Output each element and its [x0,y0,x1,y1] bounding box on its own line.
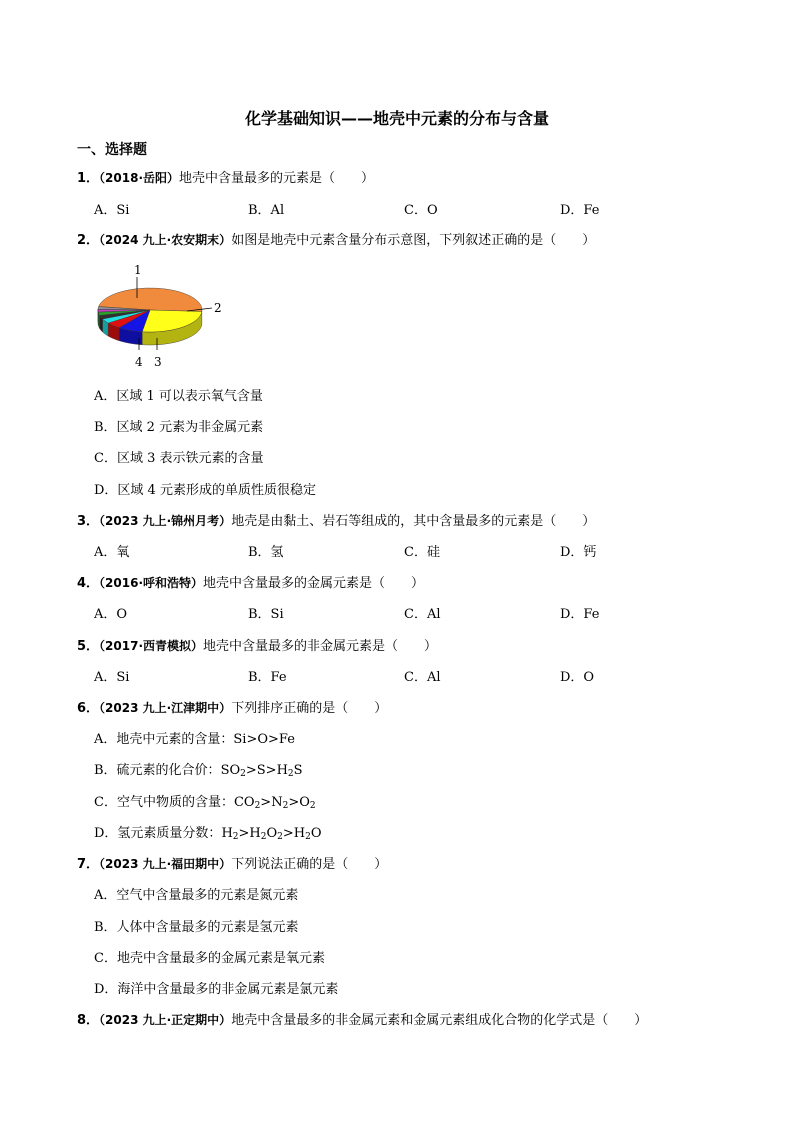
option-d[interactable]: D．Fe [560,607,600,622]
subscript: 2 [277,832,283,842]
option-a[interactable]: A．O [94,607,128,622]
option-text: A．地壳中元素的含量： [94,732,234,747]
question-1 [77,167,374,186]
question-stem: 地壳中含量最多的非金属元素和金属元素组成化合物的化学式是（ ） [231,1013,648,1028]
option-text: B．硫元素的化合价： [94,763,221,778]
formula-part: S [293,763,303,778]
question-stem: 下列说法正确的是（ ） [231,857,388,872]
question-source: （2023 九上·福田期中） [99,857,232,871]
option-a[interactable] [94,728,295,747]
option-text: C．空气中物质的含量： [94,795,234,810]
question-stem: 地壳中含量最多的非金属元素是（ ） [203,639,438,654]
question-4 [77,572,424,591]
formula-part: O [266,826,278,841]
option-c[interactable]: C．Al [404,607,441,622]
option-b[interactable]: B．区域 2 元素为非金属元素 [94,420,264,435]
question-source: （2018·岳阳） [99,171,180,185]
question-stem: 下列排序正确的是（ ） [231,701,388,716]
option-d[interactable]: D．区域 4 元素形成的单质性质很稳定 [94,483,316,498]
label-region-1: 1 [134,263,142,277]
subscript: 2 [260,832,267,842]
subscript: 2 [282,801,289,811]
option-c[interactable]: C．地壳中含量最多的金属元素是氧元素 [94,951,325,966]
question-number: 5． [77,639,100,654]
question-source: （2017·西青模拟） [99,639,204,653]
option-c[interactable]: C．Al [404,670,441,685]
question-number: 3． [77,514,100,529]
option-a[interactable]: A．空气中含量最多的元素是氮元素 [94,888,299,903]
option-d[interactable]: D．钙 [560,545,597,560]
option-d[interactable]: D．海洋中含量最多的非金属元素是氯元素 [94,982,339,997]
question-stem: 地壳中含量最多的元素是（ ） [179,171,375,186]
option-c[interactable]: C．O [404,203,438,218]
option-d[interactable]: D．Fe [560,203,600,218]
formula-part: >O [288,795,310,810]
pie-slices [98,288,202,345]
question-2 [77,229,595,248]
option-a[interactable]: A．区域 1 可以表示氧气含量 [94,389,263,404]
formula-part: H [221,826,233,841]
question-number: 4． [77,576,100,591]
subscript: 2 [305,832,311,842]
subscript: 2 [254,801,261,811]
label-region-4: 4 [135,355,143,369]
option-a[interactable]: A．Si [94,670,130,685]
option-b[interactable]: B．人体中含量最多的元素是氢元素 [94,920,299,935]
option-b[interactable] [94,759,303,779]
label-region-2: 2 [214,301,222,315]
question-6 [77,697,387,716]
formula-part: SO [220,763,241,778]
question-number: 7． [77,857,100,872]
element-pie-chart [92,258,232,373]
question-source: （2023 九上·正定期中） [99,1013,232,1027]
option-a[interactable]: A．氧 [94,545,130,560]
option-b[interactable]: B．Si [248,607,284,622]
formula-part: >H [282,826,306,841]
option-b[interactable]: B．Fe [248,670,287,685]
question-source: （2023 九上·锦州月考） [99,514,232,528]
question-stem: 如图是地壳中元素含量分布示意图，下列叙述正确的是（ ） [231,233,596,248]
subscript: 2 [240,769,246,779]
option-c[interactable] [94,791,316,811]
question-source: （2023 九上·江津期中） [99,701,232,715]
formula-part: O [310,826,322,841]
option-b[interactable]: B．Al [248,203,285,218]
formula-part: CO [233,795,255,810]
option-text: D．氢元素质量分数： [94,826,222,841]
question-5 [77,635,437,654]
section-heading: 一、选择题 [77,142,147,158]
option-d[interactable] [94,822,322,842]
question-number: 2． [77,233,100,248]
option-a[interactable]: A．Si [94,203,130,218]
question-stem: 地壳是由黏土、岩石等组成的，其中含量最多的元素是（ ） [231,514,596,529]
question-8 [77,1009,647,1028]
formula-part: >N [260,795,283,810]
option-c[interactable]: C．硅 [404,545,440,560]
subscript: 2 [309,801,316,811]
page-title: 化学基础知识——地壳中元素的分布与含量 [244,109,549,128]
subscript: 2 [232,832,239,842]
question-number: 1． [77,171,100,186]
question-number: 6． [77,701,100,716]
formula-part: >H [238,826,261,841]
formula: Si>O>Fe [233,732,295,747]
question-source: （2016·呼和浩特） [99,576,204,590]
question-source: （2024 九上·农安期末） [99,233,232,247]
label-region-3: 3 [154,355,162,369]
question-3 [77,510,595,529]
formula-part: >S>H [245,763,288,778]
option-d[interactable]: D．O [560,670,595,685]
option-c[interactable]: C．区域 3 表示铁元素的含量 [94,451,264,466]
option-b[interactable]: B．氢 [248,545,284,560]
subscript: 2 [287,769,294,779]
question-stem: 地壳中含量最多的金属元素是（ ） [203,576,425,591]
question-7 [77,853,387,872]
question-number: 8． [77,1013,100,1028]
